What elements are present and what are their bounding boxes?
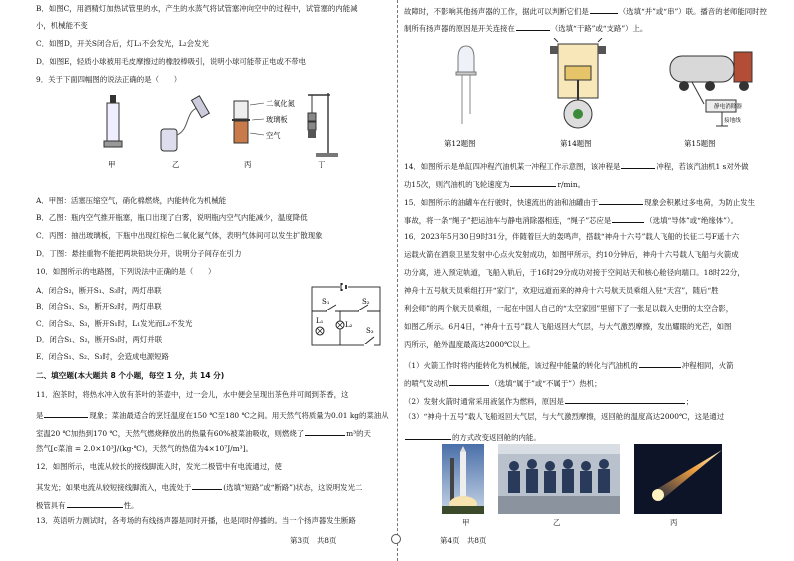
q16-sub2: （2）发射火箭时通常采用液氢作为燃料，原因是 ； <box>404 397 694 406</box>
label-static-eliminator: 静电消除器 <box>714 104 742 110</box>
photo-jia-rocket-launch <box>442 444 484 514</box>
q16-sub3-line2: 的方式改变返回舱的内能。 <box>404 431 541 441</box>
binding-hole <box>391 534 401 544</box>
caption-fig12: 第12题图 <box>444 139 476 148</box>
q10-option-a: A．闭合S₂，断开S₁、S₃时，两灯串联 <box>36 286 162 295</box>
q12-blank2[interactable] <box>67 499 123 508</box>
photo-bing-reentry <box>634 444 722 514</box>
fig-bing-jars <box>232 99 295 143</box>
q11-blank2[interactable] <box>305 427 345 436</box>
q15-blank1[interactable] <box>599 196 643 205</box>
caption-bing: 丙 <box>244 160 252 169</box>
left-page <box>36 0 388 561</box>
label-no2: 二氧化氮 <box>266 99 295 108</box>
q16-blank1[interactable] <box>639 359 681 368</box>
q10-option-e: E．闭合S₁、S₂、S₃时，会造成电源短路 <box>36 352 169 361</box>
q10-option-c: C．闭合S₂、S₃，断开S₁时，L₁发光而L₂不发光 <box>36 319 193 328</box>
fig15-oil-tanker <box>670 52 752 126</box>
q9-option-d: D．丁图：悬挂重物不能把两块铅块分开，说明分子间存在引力 <box>36 249 242 258</box>
q11-line4: 然气[c菜油 = 2.0×10³J/(kg·℃)，天然气的热值为4×10⁷J/m³]。 <box>36 444 253 453</box>
q12-line1: 12．如图所示，电流从较长的接线脚流入时，发光二极管中有电流通过，使 <box>36 462 282 471</box>
q16-line7: 丙所示，舱外温度最高达2000℃以上。 <box>404 340 535 349</box>
q10-option-b: B．闭合S₁、S₃，断开S₂时，两灯串联 <box>36 302 162 311</box>
q16-line4: 神舟十五号航天员乘组打开“家门”，欢迎远道而来的神舟十六号航天员乘组入驻“天宫”，随后“胜 <box>404 286 719 295</box>
section2-title: 二、填空题(本大题共 8 个小题，每空 1 分，共 14 分) <box>36 371 225 380</box>
q9-option-c: C．丙图：抽出玻璃板，下瓶中出现红棕色二氧化氮气体，表明气体间可以发生扩散现象 <box>36 231 323 240</box>
q16-sub1-line1: （1）火箭工作时将内能转化为机械能，该过程中能量的转化与汽油机的 冲程相同，火箭 <box>404 361 734 370</box>
q14-blank2[interactable] <box>510 178 556 187</box>
fig-jia-piston-tube <box>104 95 122 147</box>
page-number-3: 第3页 共8页 <box>290 536 337 545</box>
q13-blank2[interactable] <box>516 22 550 31</box>
q16-line5: 利会师”的两个航天员乘组，一起在中国人自己的“太空家园”里留下了一张足以载入史册的太空合影， <box>404 304 734 313</box>
label-s3: S₃ <box>366 327 374 335</box>
q16-line2: 运载火箭在酒泉卫星发射中心点火发射成功，如图甲所示，约10分钟后，神舟十六号载人飞船与火箭成 <box>404 250 739 259</box>
q11-line3: 室温20 ℃加热到170 ℃，天然气燃烧释放出的热量有60%被菜油吸收，则燃烧了 m³的天 <box>36 429 371 438</box>
q16-line1: 16．2023年5月30日9时31分，伴随着巨大的轰鸣声，搭载“神舟十六号”载人飞船的长征二号F遥十六 <box>404 232 740 241</box>
q13-cont-line1: 故障时，不影响其他扬声器的工作，据此可以判断它们是 （选填“并”或“串”）联。播音的老师能同时控 <box>404 7 767 16</box>
q16-line3: 功分离，进入预定轨道，飞船入轨后，于16时29分成功对接于空间站天和核心舱径向端口。18时22分， <box>404 268 745 277</box>
q16-photos <box>442 444 724 516</box>
q9-option-b: B．乙图：瓶内空气推开瓶塞，瓶口出现了白雾，说明瓶内空气内能减少，温度降低 <box>36 213 308 222</box>
q16-sub3-line1: （3）“神舟十五号”载人飞船返回大气层，与大气激烈摩擦，返回舱的温度高达2000℃，这是通过 <box>404 412 725 421</box>
caption-jia: 甲 <box>108 160 116 169</box>
photo-caption-jia: 甲 <box>462 518 470 527</box>
q11-line1: 11．泡茶时，将热水冲入放有茶叶的茶壶中，过一会儿，水中便会呈现出茶色并可闻到茶香，这 <box>36 390 349 399</box>
right-page <box>404 0 767 561</box>
q12-line3: 极管具有 性。 <box>36 501 139 510</box>
q9-stem: 9．关于下面四幅图的说法正确的是（ ） <box>36 75 182 84</box>
q11-blank1[interactable] <box>44 409 88 418</box>
page-divider <box>397 0 398 561</box>
label-ground-wire: 接地线 <box>724 118 741 124</box>
q15-line2: 事故，将一条“绳子”把运油车与静电消除器相连，“绳子”芯应是 （选填“导体”或“绝缘体”）。 <box>404 216 738 225</box>
label-s1: S₁ <box>322 298 330 306</box>
q13-blank1[interactable] <box>590 5 618 14</box>
q8-option-b-cont: 小，机械能不变 <box>36 21 88 30</box>
label-l1: L₁ <box>316 317 324 325</box>
q14-line1: 14．如图所示是单缸四冲程汽油机某一冲程工作示意图，该冲程是 冲程，若该汽油机1 s对外做 <box>404 162 749 171</box>
q8-option-d: D．如图E，轻质小球被用毛皮摩擦过的橡胶棒吸引，说明小球可能带正电或不带电 <box>36 57 306 66</box>
q13-line1: 13．英语听力测试时，各考场的有线扬声器是同时开播，也是同时停播的。当一个扬声器发生断路 <box>36 516 356 525</box>
photo-caption-bing: 丙 <box>670 518 678 527</box>
q10-stem: 10．如图所示的电路图，下列说法中正确的是（ ） <box>36 267 216 276</box>
q12-blank1[interactable] <box>192 481 222 490</box>
q12-line2: 其发光；如果电流从较短接线脚流入，电流处于 (选填“短路”或“断路”)状态，这说明发光二 <box>36 483 363 492</box>
label-s2: S₂ <box>362 298 370 306</box>
q9-option-a: A．甲图：活塞压缩空气，硝化棉燃烧，内能转化为机械能 <box>36 196 227 205</box>
fig-ding-lead-blocks <box>308 93 338 157</box>
fig-yi-bottle-pump <box>161 96 209 151</box>
q14-line2: 功15次，则汽油机的飞轮速度为 r/min。 <box>404 180 586 189</box>
q16-sub1-line2: 的喷气发动机 （选填“属于”或“不属于”）热机； <box>404 379 602 388</box>
caption-yi: 乙 <box>172 160 180 169</box>
q13-cont-line2: 制所有扬声器的原因是开关连接在 （选填“干路”或“支路”）上。 <box>404 24 648 33</box>
photo-yi-astronauts <box>498 444 620 514</box>
q14-blank1[interactable] <box>621 160 655 169</box>
q16-blank3[interactable] <box>565 395 685 404</box>
q15-line1: 15．如图所示的油罐车在行驶时，快速流出的油和油罐由于 现象会积累过多电荷，为防止发生 <box>404 198 756 207</box>
q16-line6: 如图乙所示。6月4日，“神舟十五号”载人飞船返回大气层，与大气激烈摩擦，发出耀眼的光芒，如图 <box>404 322 732 331</box>
q16-blank2[interactable] <box>449 377 489 386</box>
q10-circuit <box>306 281 386 351</box>
fig14-engine <box>550 38 606 128</box>
q15-blank2[interactable] <box>612 214 644 223</box>
q8-option-c: C．如图D，开关S闭合后，灯L₁不会发光，L₂会发光 <box>36 39 209 48</box>
q8-option-b: B．如图C，用酒精灯加热试管里的水，产生的水蒸气将试管塞冲向空中的过程中，试管塞的内能减 <box>36 4 358 13</box>
q9-figures <box>86 89 346 169</box>
caption-ding: 丁 <box>318 160 326 169</box>
q16-blank4[interactable] <box>405 431 451 440</box>
caption-fig14: 第14题图 <box>560 139 592 148</box>
q12-15-figures <box>430 38 760 148</box>
label-air: 空气 <box>266 131 281 140</box>
label-l2: L₂ <box>345 321 353 329</box>
caption-fig15: 第15题图 <box>684 139 716 148</box>
page-number-4: 第4页 共8页 <box>440 536 487 545</box>
q10-option-d: D．闭合S₁、S₂，断开S₃时，两灯并联 <box>36 335 163 344</box>
photo-caption-yi: 乙 <box>553 518 561 527</box>
q11-line2: 是 现象；菜油最适合的烹饪温度在150 ℃至180 ℃之间。用天然气将质量为0.01 kg的菜油从 <box>36 411 389 420</box>
label-glass-plate: 玻璃板 <box>266 115 288 124</box>
fig12-led <box>456 46 476 124</box>
